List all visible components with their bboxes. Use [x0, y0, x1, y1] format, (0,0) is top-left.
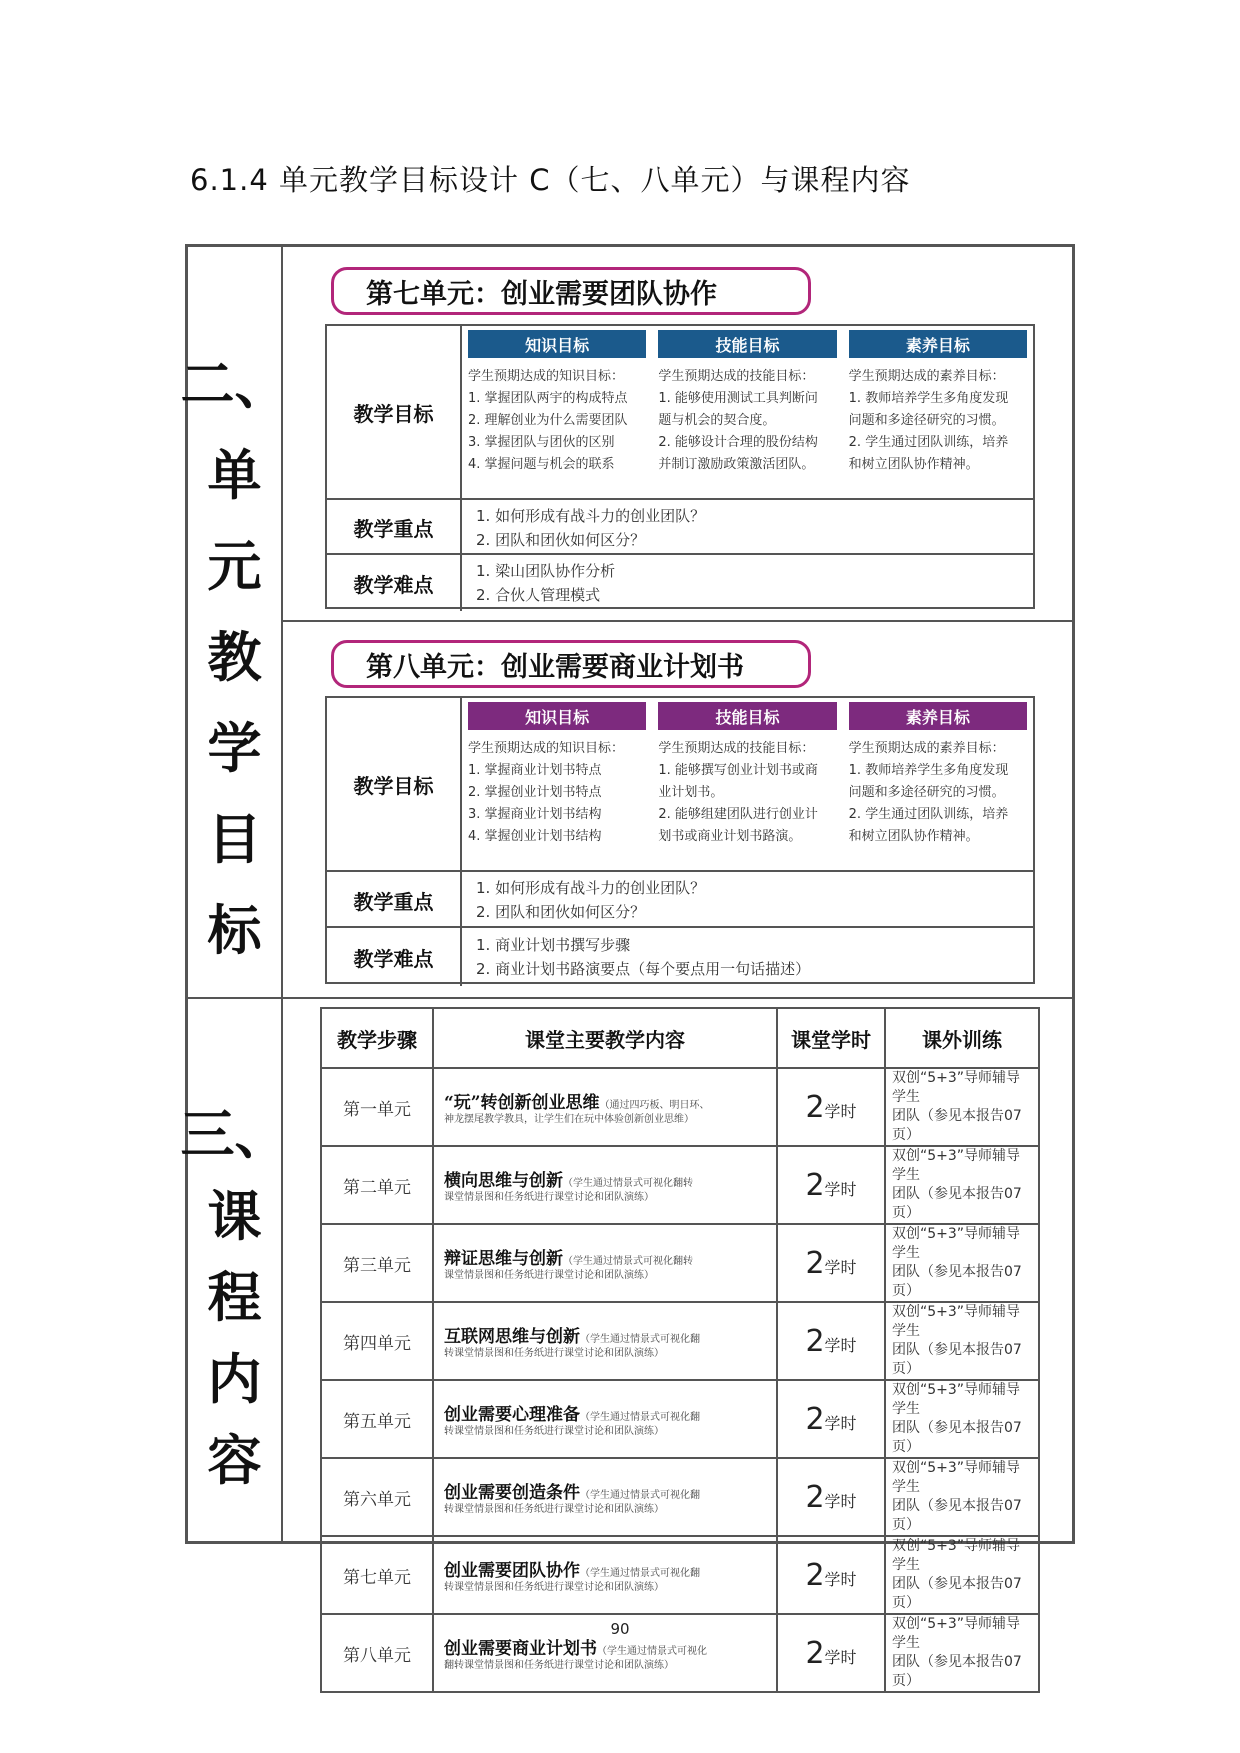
- skill-goal-head: 技能目标: [658, 702, 836, 730]
- unit-7-goal-table: [325, 324, 1035, 609]
- training-line: 团队（参见本报告07页）: [892, 1108, 1022, 1143]
- content-cell: [433, 1068, 777, 1146]
- training-line: 团队（参见本报告07页）: [892, 1498, 1022, 1533]
- training-cell: [885, 1380, 1039, 1458]
- side-label-char: 学: [207, 716, 262, 780]
- quality-goal: [843, 326, 1033, 498]
- focus-row: [327, 498, 1033, 555]
- topic-note: 转课堂情景图和任务纸进行课堂讨论和团队演练）: [444, 1503, 664, 1515]
- side-label-course: [180, 1102, 289, 1492]
- table-row: [321, 1146, 1039, 1224]
- difficulty-item: 1. 商业计划书撰写步骤: [476, 936, 631, 954]
- knowledge-goal: [462, 326, 652, 498]
- goal-line: 学生预期达成的知识目标：: [468, 369, 625, 384]
- step-cell: 第四单元: [321, 1302, 433, 1380]
- topic-title: 创业需要心理准备: [444, 1404, 580, 1425]
- topic-note: 课堂情景图和任务纸进行课堂讨论和团队演练）: [444, 1269, 654, 1281]
- header-step: 教学步骤: [321, 1008, 433, 1068]
- table-row: [321, 1224, 1039, 1302]
- goal-line: 学生预期达成的技能目标：: [658, 369, 815, 384]
- hours-unit: 学时: [824, 1101, 857, 1121]
- table-row: [321, 1380, 1039, 1458]
- goal-row: [327, 698, 1033, 870]
- unit-7-title: 第七单元：创业需要团队协作: [331, 267, 811, 315]
- quality-goal-head: 素养目标: [849, 702, 1027, 730]
- training-line: 双创“5+3”导师辅导学生: [892, 1070, 1021, 1105]
- training-line: 双创“5+3”导师辅导学生: [892, 1616, 1021, 1651]
- topic-note: 神龙摆尾教学教具，让学生们在玩中体验创新创业思维）: [444, 1113, 694, 1125]
- hours-unit: 学时: [824, 1491, 857, 1511]
- topic-note: （学生通过情景式可视化翻: [580, 1489, 700, 1501]
- quality-goal-head: 素养目标: [849, 330, 1027, 358]
- training-cell: [885, 1068, 1039, 1146]
- step-cell: 第二单元: [321, 1146, 433, 1224]
- focus-item: 1. 如何形成有战斗力的创业团队？: [476, 879, 706, 897]
- topic-note: 转课堂情景图和任务纸进行课堂讨论和团队演练）: [444, 1347, 664, 1359]
- goal-line: 2. 能够设计合理的股份结构: [658, 435, 818, 450]
- hours-value: 2: [805, 1245, 825, 1281]
- knowledge-goal: [462, 698, 652, 870]
- side-label-char: 程: [207, 1265, 262, 1329]
- header-content: 课堂主要教学内容: [433, 1008, 777, 1068]
- hours-value: 2: [805, 1479, 825, 1515]
- training-line: 团队（参见本报告07页）: [892, 1186, 1022, 1221]
- goal-label: 教学目标: [327, 698, 462, 870]
- course-header-row: [321, 1008, 1039, 1068]
- difficulty-row: [327, 926, 1033, 986]
- topic-note: 翻转课堂情景图和任务纸进行课堂讨论和团队演练）: [444, 1659, 674, 1671]
- hours-cell: [777, 1302, 885, 1380]
- goal-line: 学生预期达成的素养目标：: [848, 369, 1005, 384]
- quality-goal: [843, 698, 1033, 870]
- content-cell: [433, 1302, 777, 1380]
- hours-value: 2: [805, 1635, 825, 1671]
- training-cell: [885, 1302, 1039, 1380]
- side-label-char: 容: [207, 1428, 262, 1492]
- goal-line: 问题和多途径研究的习惯。: [848, 413, 1005, 428]
- side-label-char: 教: [207, 625, 262, 689]
- step-cell: 第五单元: [321, 1380, 433, 1458]
- training-line: 双创“5+3”导师辅导学生: [892, 1538, 1021, 1573]
- training-line: 双创“5+3”导师辅导学生: [892, 1148, 1021, 1183]
- unit-8-goal-table: [325, 696, 1035, 984]
- goal-line: 1. 掌握团队两宇的构成特点: [468, 391, 628, 406]
- training-line: 双创“5+3”导师辅导学生: [892, 1226, 1021, 1261]
- skill-goal-head: 技能目标: [658, 330, 836, 358]
- page-number: 90: [610, 1620, 630, 1638]
- header-hours: 课堂学时: [777, 1008, 885, 1068]
- course-table-body: [321, 1068, 1039, 1692]
- content-cell: [433, 1380, 777, 1458]
- hours-cell: [777, 1068, 885, 1146]
- topic-note: 课堂情景图和任务纸进行课堂讨论和团队演练）: [444, 1191, 654, 1203]
- topic-title: 横向思维与创新: [444, 1170, 563, 1191]
- difficulty-row: [327, 553, 1033, 611]
- hours-value: 2: [805, 1401, 825, 1437]
- side-label-char: 内: [207, 1346, 262, 1411]
- content-cell: [433, 1458, 777, 1536]
- hours-value: 2: [805, 1089, 825, 1125]
- goal-row: [327, 326, 1033, 498]
- difficulty-item: 2. 商业计划书路演要点（每个要点用一句话描述）: [476, 960, 811, 978]
- goal-line: 学生预期达成的技能目标：: [658, 741, 815, 756]
- topic-note: （学生通过情景式可视化: [597, 1645, 707, 1657]
- training-line: 双创“5+3”导师辅导学生: [892, 1382, 1021, 1417]
- goal-line: 并制订激励政策激活团队。: [658, 457, 815, 472]
- hours-value: 2: [805, 1167, 825, 1203]
- focus-label: 教学重点: [327, 872, 462, 928]
- side-label-char: 二、: [180, 352, 289, 416]
- topic-title: 创业需要商业计划书: [444, 1638, 597, 1659]
- goal-line: 2. 学生通过团队训练，培养: [848, 435, 1009, 450]
- side-label-char: 课: [207, 1183, 262, 1248]
- topic-note: （学生通过情景式可视化翻: [580, 1411, 700, 1423]
- goal-line: 2. 能够组建团队进行创业计: [658, 807, 818, 822]
- side-label-char: 目: [207, 807, 262, 871]
- topic-title: “玩”转创新创业思维: [444, 1092, 600, 1113]
- content-cell: [433, 1224, 777, 1302]
- topic-title: 创业需要创造条件: [444, 1482, 580, 1503]
- training-line: 团队（参见本报告07页）: [892, 1264, 1022, 1299]
- step-cell: 第一单元: [321, 1068, 433, 1146]
- topic-note: （通过四巧板、明日环、: [599, 1099, 710, 1111]
- topic-note: 转课堂情景图和任务纸进行课堂讨论和团队演练）: [444, 1581, 664, 1593]
- goal-line: 4. 掌握问题与机会的联系: [468, 457, 615, 472]
- hours-value: 2: [805, 1557, 825, 1593]
- unit-divider: [281, 620, 1072, 622]
- training-line: 双创“5+3”导师辅导学生: [892, 1304, 1021, 1339]
- topic-title: 辩证思维与创新: [444, 1248, 563, 1269]
- goal-line: 1. 教师培养学生多角度发现: [848, 763, 1009, 778]
- focus-item: 2. 团队和团伙如何区分？: [476, 530, 646, 549]
- hours-unit: 学时: [824, 1335, 857, 1355]
- topic-note: （学生通过情景式可视化翻转: [563, 1177, 693, 1189]
- step-cell: 第八单元: [321, 1614, 433, 1692]
- step-cell: 第六单元: [321, 1458, 433, 1536]
- hours-cell: [777, 1224, 885, 1302]
- hours-cell: [777, 1146, 885, 1224]
- content-cell: [433, 1536, 777, 1614]
- unit-8-title: 第八单元：创业需要商业计划书: [331, 640, 811, 688]
- training-cell: [885, 1224, 1039, 1302]
- topic-note: （学生通过情景式可视化翻转: [563, 1255, 693, 1267]
- section-divider: [188, 997, 1072, 999]
- goal-line: 题与机会的契合度。: [658, 413, 776, 428]
- training-line: 团队（参见本报告07页）: [892, 1576, 1022, 1611]
- hours-cell: [777, 1536, 885, 1614]
- hours-cell: [777, 1458, 885, 1536]
- side-label-goals: [180, 352, 289, 962]
- difficulty-label: 教学难点: [327, 928, 462, 986]
- goal-line: 1. 教师培养学生多角度发现: [848, 391, 1009, 406]
- knowledge-goal-head: 知识目标: [468, 330, 646, 358]
- training-line: 团队（参见本报告07页）: [892, 1342, 1022, 1377]
- goal-line: 1. 能够使用测试工具判断问: [658, 391, 818, 406]
- hours-unit: 学时: [824, 1257, 857, 1277]
- topic-note: 转课堂情景图和任务纸进行课堂讨论和团队演练）: [444, 1425, 664, 1437]
- goal-line: 和树立团队协作精神。: [848, 457, 979, 472]
- goal-label: 教学目标: [327, 326, 462, 498]
- topic-title: 互联网思维与创新: [444, 1326, 580, 1347]
- hours-unit: 学时: [824, 1647, 857, 1667]
- difficulty-item: 2. 合伙人管理模式: [476, 586, 601, 604]
- goal-line: 划书或商业计划书路演。: [658, 829, 802, 844]
- goal-line: 业计划书。: [658, 785, 724, 800]
- step-cell: 第七单元: [321, 1536, 433, 1614]
- training-line: 团队（参见本报告07页）: [892, 1420, 1022, 1455]
- focus-item: 1. 如何形成有战斗力的创业团队？: [476, 506, 706, 525]
- hours-cell: [777, 1380, 885, 1458]
- side-label-char: 元: [207, 534, 262, 598]
- hours-unit: 学时: [824, 1179, 857, 1199]
- topic-title: 创业需要团队协作: [444, 1560, 580, 1581]
- table-row: [321, 1458, 1039, 1536]
- content-cell: [433, 1146, 777, 1224]
- goal-line: 和树立团队协作精神。: [848, 829, 979, 844]
- training-cell: [885, 1536, 1039, 1614]
- hours-value: 2: [805, 1323, 825, 1359]
- goal-line: 2. 学生通过团队训练，培养: [848, 807, 1009, 822]
- goal-line: 2. 掌握创业计划书特点: [468, 785, 602, 800]
- goal-line: 3. 掌握团队与团伙的区别: [468, 435, 615, 450]
- course-table: [320, 1007, 1040, 1693]
- focus-item: 2. 团队和团伙如何区分？: [476, 903, 646, 921]
- hours-unit: 学时: [824, 1413, 857, 1433]
- difficulty-item: 1. 梁山团队协作分析: [476, 562, 616, 580]
- header-training: 课外训练: [885, 1008, 1039, 1068]
- training-cell: [885, 1458, 1039, 1536]
- table-row: [321, 1068, 1039, 1146]
- goal-line: 1. 掌握商业计划书特点: [468, 763, 602, 778]
- goal-line: 2. 理解创业为什么需要团队: [468, 413, 628, 428]
- focus-row: [327, 870, 1033, 928]
- goal-line: 4. 掌握创业计划书结构: [468, 829, 602, 844]
- course-divider: [281, 999, 283, 1541]
- focus-label: 教学重点: [327, 500, 462, 555]
- goal-line: 学生预期达成的知识目标：: [468, 741, 625, 756]
- training-line: 双创“5+3”导师辅导学生: [892, 1460, 1021, 1495]
- topic-note: （学生通过情景式可视化翻: [580, 1567, 700, 1579]
- training-cell: [885, 1146, 1039, 1224]
- hours-unit: 学时: [824, 1569, 857, 1589]
- goal-line: 学生预期达成的素养目标：: [848, 741, 1005, 756]
- side-label-char: 单: [207, 443, 262, 507]
- side-label-char: 三、: [180, 1102, 289, 1166]
- goal-line: 问题和多途径研究的习惯。: [848, 785, 1005, 800]
- knowledge-goal-head: 知识目标: [468, 702, 646, 730]
- training-line: 团队（参见本报告07页）: [892, 1654, 1022, 1689]
- difficulty-label: 教学难点: [327, 555, 462, 611]
- goal-line: 3. 掌握商业计划书结构: [468, 807, 602, 822]
- skill-goal: [652, 698, 842, 870]
- step-cell: 第三单元: [321, 1224, 433, 1302]
- section-title: 6.1.4 单元教学目标设计 C（七、八单元）与课程内容: [190, 163, 911, 197]
- table-row: [321, 1536, 1039, 1614]
- skill-goal: [652, 326, 842, 498]
- topic-note: （学生通过情景式可视化翻: [580, 1333, 700, 1345]
- goal-line: 1. 能够撰写创业计划书或商: [658, 763, 818, 778]
- table-row: [321, 1302, 1039, 1380]
- side-label-char: 标: [207, 898, 262, 962]
